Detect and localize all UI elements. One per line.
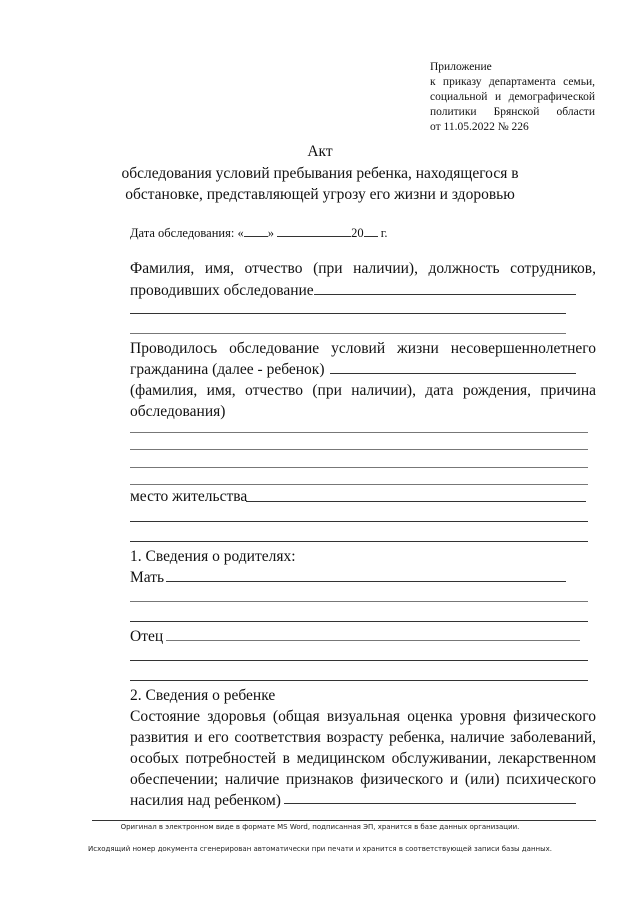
- residence-label: место жительства: [130, 488, 248, 505]
- mother-field-line3[interactable]: [130, 621, 588, 622]
- date-close-quote: »: [267, 226, 274, 240]
- child-health-line5: насилия над ребенком): [130, 792, 281, 809]
- document-subtitle-line2: обстановке, представляющей угрозу его жизни и здоровью: [125, 186, 515, 203]
- appendix-block: [430, 60, 595, 135]
- staff-label-line2: проводивших обследование: [130, 282, 314, 299]
- document-title: Акт: [307, 143, 333, 160]
- document-subtitle-line1: обследования условий пребывания ребенка, находящегося в: [121, 165, 519, 182]
- inspection-field-line3[interactable]: [130, 467, 588, 468]
- child-name-field[interactable]: [330, 373, 576, 374]
- staff-field-line2[interactable]: [130, 313, 566, 314]
- parents-heading: 1. Сведения о родителях:: [130, 548, 296, 565]
- date-year-prefix: 20: [351, 226, 364, 240]
- mother-label: Мать: [130, 569, 165, 586]
- footer-note-number: Исходящий номер документа сгенерирован автоматически при печати и хранится в соответствующей записи базы данных.: [88, 845, 552, 853]
- father-field-line2[interactable]: [130, 660, 588, 661]
- appendix-label: Приложение: [430, 61, 492, 73]
- date-day-field[interactable]: [244, 236, 268, 237]
- child-health-field[interactable]: [284, 803, 576, 804]
- date-year-field[interactable]: [364, 236, 378, 237]
- appendix-order-line: к приказу департамента семьи,: [430, 76, 595, 88]
- inspection-field-line2[interactable]: [130, 449, 588, 450]
- residence-field-line2[interactable]: [130, 521, 588, 522]
- inspection-text-line2: гражданина (далее - ребенок): [130, 361, 325, 378]
- inspection-text-line4: обследования): [130, 403, 226, 420]
- inspection-date-row: [130, 226, 388, 241]
- child-heading: 2. Сведения о ребенке: [130, 687, 276, 704]
- inspection-field-line4[interactable]: [130, 484, 588, 485]
- staff-field-line3[interactable]: [130, 333, 566, 334]
- inspection-text-line1: Проводилось обследование условий жизни несовершеннолетнего: [130, 340, 596, 357]
- staff-label-line1: Фамилия, имя, отчество (при наличии), должность сотрудников,: [130, 260, 596, 277]
- child-health-line1: Состояние здоровья (общая визуальная оценка уровня физического: [130, 708, 596, 725]
- child-health-line3: особых потребностей в медицинском обслуживании, лекарственном: [130, 750, 596, 767]
- residence-field-line3[interactable]: [130, 541, 588, 542]
- footer-divider: [92, 820, 596, 821]
- date-year-suffix: г.: [380, 226, 388, 240]
- inspection-field-line1[interactable]: [130, 432, 588, 433]
- father-field-line3[interactable]: [130, 680, 588, 681]
- father-field[interactable]: [166, 640, 580, 641]
- father-label: Отец: [130, 628, 164, 645]
- date-open-quote: «: [237, 226, 244, 240]
- inspection-text-line3: (фамилия, имя, отчество (при наличии), дата рождения, причина: [130, 382, 596, 399]
- staff-field[interactable]: [314, 294, 576, 295]
- appendix-department-line: социальной и демографической: [430, 91, 595, 103]
- date-month-field[interactable]: [277, 236, 351, 237]
- child-health-line4: обеспечении; наличие признаков физического и (или) психического: [130, 771, 596, 788]
- appendix-region-line: политики Брянской области: [430, 106, 595, 118]
- footer-note-original: Оригинал в электронном виде в формате MS Word, подписанная ЭП, хранится в базе данных организации.: [120, 823, 520, 831]
- mother-field-line2[interactable]: [130, 601, 588, 602]
- inspection-date-label: Дата обследования:: [130, 226, 235, 240]
- mother-field[interactable]: [166, 581, 566, 582]
- residence-field[interactable]: [246, 501, 586, 502]
- child-health-line2: развития и его соответствия возрасту ребенка, наличие заболеваний,: [130, 729, 596, 746]
- appendix-date-line: от 11.05.2022 № 226: [430, 121, 529, 133]
